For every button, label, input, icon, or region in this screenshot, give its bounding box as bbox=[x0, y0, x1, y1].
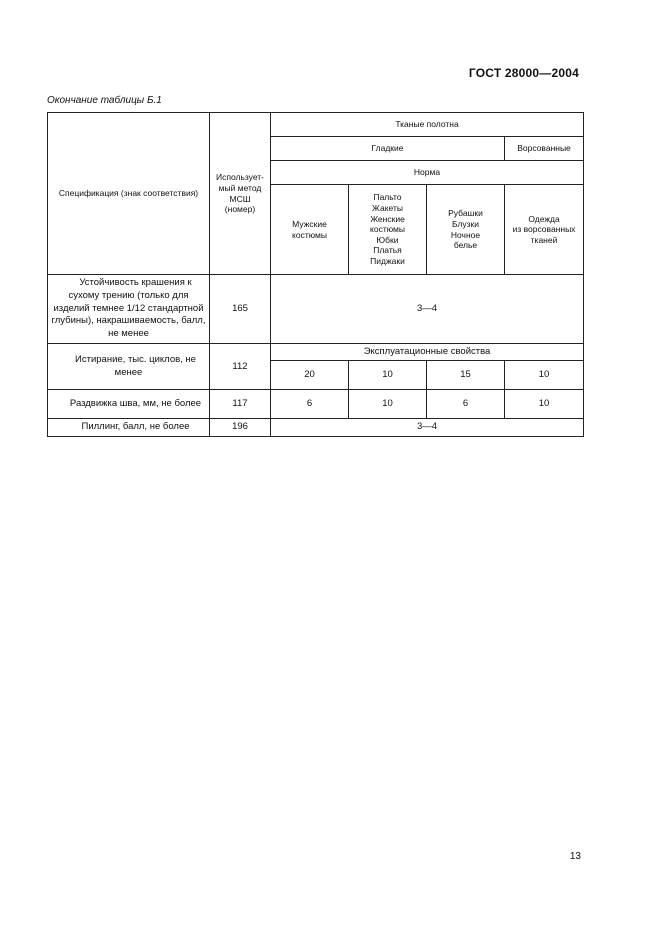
smooth-group-header: Гладкие bbox=[271, 137, 505, 161]
table-caption: Окончание таблицы Б.1 bbox=[47, 95, 162, 106]
merged-value: 3—4 bbox=[271, 275, 584, 344]
method-number: 196 bbox=[210, 418, 271, 436]
value-cell: 15 bbox=[427, 360, 505, 389]
spec-column-header: Спецификация (знак соответствия) bbox=[48, 113, 210, 275]
section-header: Эксплуатационные свойства bbox=[271, 344, 584, 361]
method-number: 112 bbox=[210, 344, 271, 390]
method-number: 117 bbox=[210, 389, 271, 418]
table-row bbox=[48, 275, 584, 344]
standard-header: ГОСТ 28000—2004 bbox=[468, 66, 579, 80]
norm-header: Норма bbox=[271, 161, 584, 185]
specification-table bbox=[47, 112, 584, 437]
row-label: Устойчивость крашения к сухому трению (только для изделий темнее 1/12 стандартной глубины), накрашиваемость, балл, не менее bbox=[48, 275, 210, 344]
value-cell: 10 bbox=[349, 360, 427, 389]
subheader-shirts: Рубашки Блузки Ночное белье bbox=[427, 185, 505, 275]
subheader-napped-clothing: Одежда из ворсованных тканей bbox=[505, 185, 584, 275]
row-label: Истирание, тыс. циклов, не менее bbox=[48, 344, 210, 390]
subheader-mens-suits: Мужские костюмы bbox=[271, 185, 349, 275]
woven-fabrics-header: Тканые полотна bbox=[271, 113, 584, 137]
method-number: 165 bbox=[210, 275, 271, 344]
table-row bbox=[48, 389, 584, 418]
value-cell: 6 bbox=[271, 389, 349, 418]
page-number: 13 bbox=[569, 851, 581, 862]
row-label: Пиллинг, балл, не более bbox=[48, 418, 210, 436]
row-label: Раздвижка шва, мм, не более bbox=[48, 389, 210, 418]
method-column-header: Использует- мый метод МСШ (номер) bbox=[210, 113, 271, 275]
napped-group-header: Ворсованные bbox=[505, 137, 584, 161]
value-cell: 10 bbox=[505, 360, 584, 389]
value-cell: 6 bbox=[427, 389, 505, 418]
value-cell: 10 bbox=[349, 389, 427, 418]
value-cell: 10 bbox=[505, 389, 584, 418]
subheader-coats: Пальто Жакеты Женские костюмы Юбки Платья Пиджаки bbox=[349, 185, 427, 275]
table-row bbox=[48, 418, 584, 436]
value-cell: 20 bbox=[271, 360, 349, 389]
merged-value: 3—4 bbox=[271, 418, 584, 436]
